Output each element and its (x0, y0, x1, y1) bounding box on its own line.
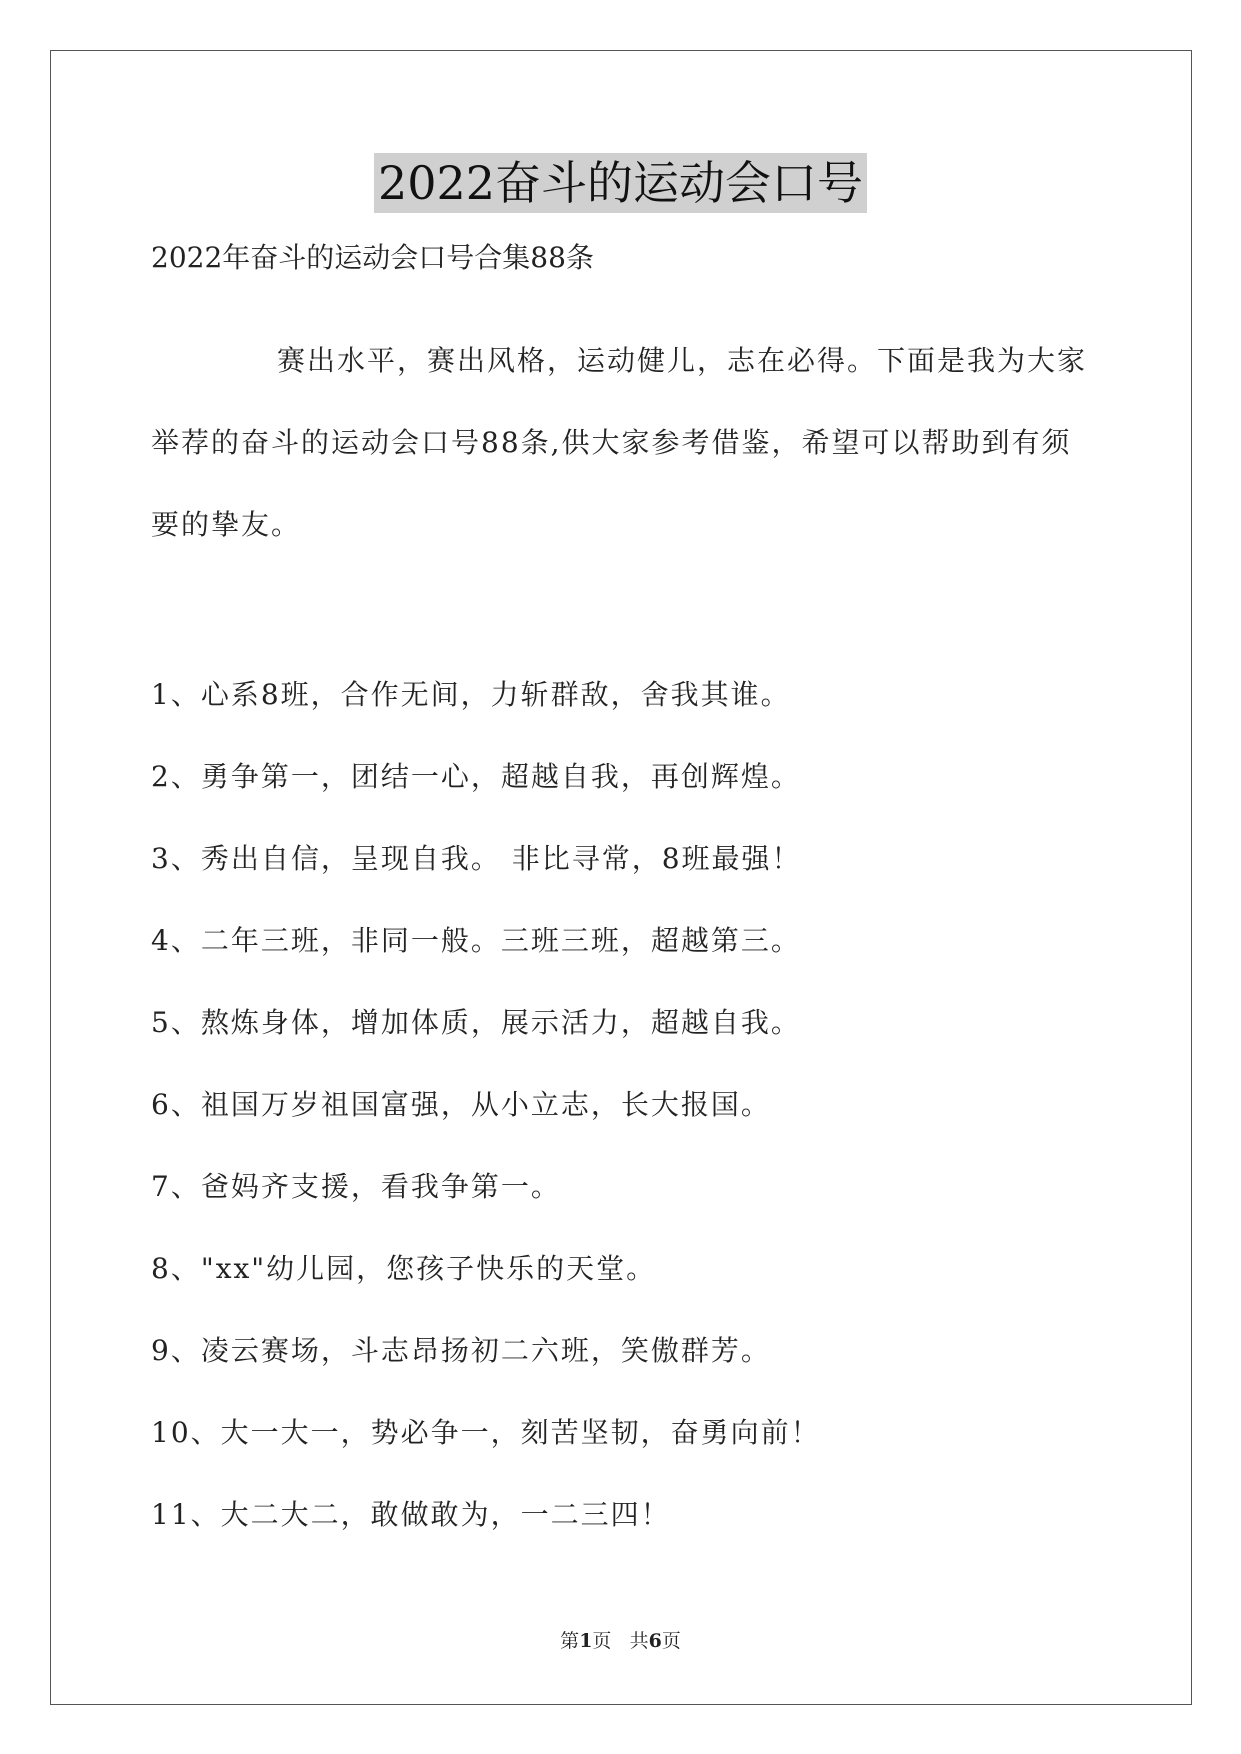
document-title: 2022奋斗的运动会口号 (374, 153, 867, 213)
slogan-item: 9、凌云赛场，斗志昂扬初二六班，笑傲群芳。 (151, 1334, 771, 1367)
slogan-item: 3、秀出自信，呈现自我。 非比寻常，8班最强！ (151, 842, 802, 875)
document-subtitle: 2022年奋斗的运动会口号合集88条 (151, 241, 594, 274)
page-label-prefix: 第 (560, 1630, 580, 1652)
page-label-suffix: 页 (592, 1630, 612, 1652)
slogan-item: 4、二年三班，非同一般。三班三班，超越第三。 (151, 924, 801, 957)
slogan-item: 11、大二大二，敢做敢为，一二三四！ (151, 1498, 671, 1531)
page-footer (0, 1628, 1241, 1654)
total-label-prefix: 共 (629, 1630, 649, 1652)
slogan-list (151, 675, 1101, 1577)
total-label-suffix: 页 (661, 1630, 681, 1652)
slogan-item: 5、熬炼身体，增加体质，展示活力，超越自我。 (151, 1006, 801, 1039)
slogan-item: 10、大一大一，势必争一，刻苦坚韧，奋勇向前！ (151, 1416, 821, 1449)
title-container (0, 153, 1241, 213)
current-page-number: 1 (579, 1630, 593, 1652)
slogan-item: 6、祖国万岁祖国富强，从小立志，长大报国。 (151, 1088, 771, 1121)
intro-paragraph: 赛出水平，赛出风格，运动健儿，志在必得。下面是我为大家举荐的奋斗的运动会口号88条,供大家参考借鉴，希望可以帮助到有须要的挚友。 (151, 344, 1088, 541)
total-page-count: 6 (648, 1630, 662, 1652)
slogan-item: 8、"xx"幼儿园，您孩子快乐的天堂。 (151, 1252, 657, 1285)
slogan-item: 1、心系8班，合作无间，力斩群敌，舍我其谁。 (151, 678, 791, 711)
slogan-item: 7、爸妈齐支援，看我争第一。 (151, 1170, 561, 1203)
slogan-item: 2、勇争第一，团结一心，超越自我，再创辉煌。 (151, 760, 801, 793)
